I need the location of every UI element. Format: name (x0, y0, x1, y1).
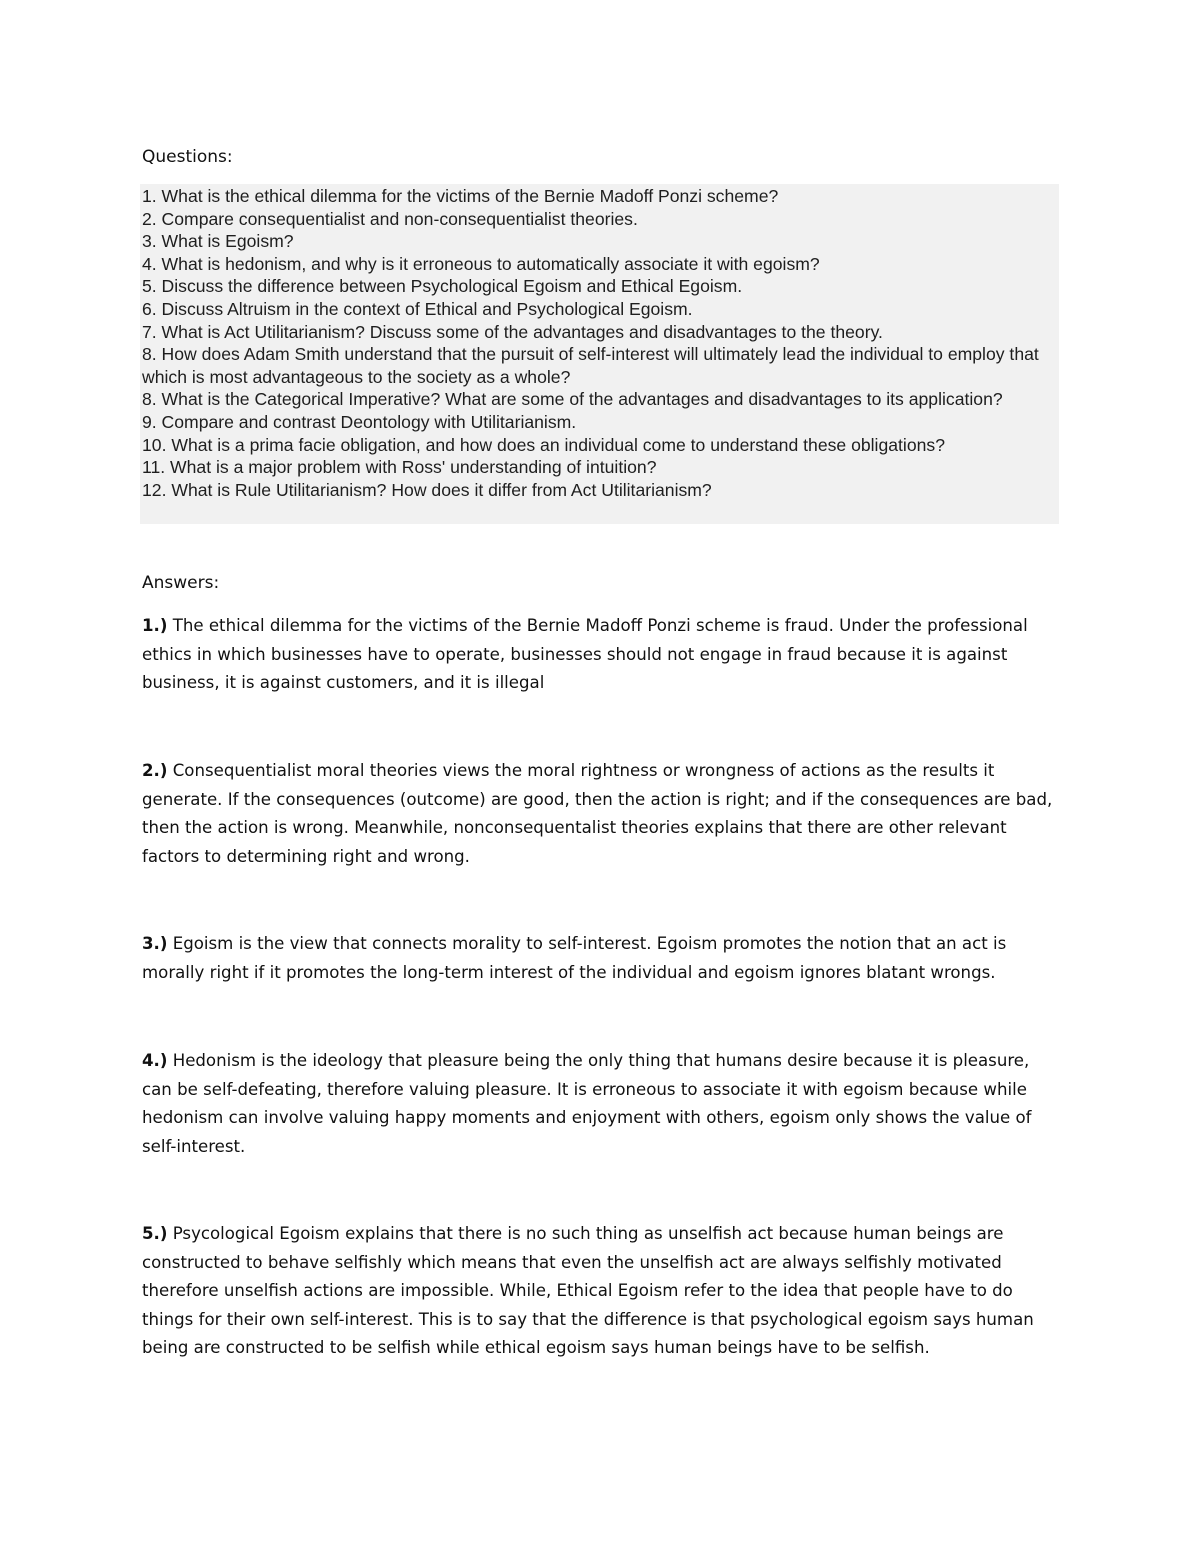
question-item: 9. Compare and contrast Deontology with Utilitarianism. (142, 411, 577, 432)
question-item: 8. What is the Categorical Imperative? What are some of the advantages and disadvantages to its application? (142, 389, 1003, 410)
question-item: 12. What is Rule Utilitarianism? How does it differ from Act Utilitarianism? (142, 479, 712, 500)
answer-text: The ethical dilemma for the victims of the Bernie Madoff Ponzi scheme is fraud. Under the professional ethics in which businesses have to operate, businesses should not engage in fraud because it is against business, it is against customers, and it is illegal (142, 616, 1028, 693)
answer-text: Hedonism is the ideology that pleasure being the only thing that humans desire because it is pleasure, can be self-defeating, therefore valuing pleasure. It is erroneous to associate it with egoism because while hedonism can involve valuing happy moments and enjoyment with others, egoism only shows the value of self-interest. (142, 1051, 1032, 1156)
question-item: 11. What is a major problem with Ross' understanding of intuition? (142, 457, 657, 478)
question-item: 8. How does Adam Smith understand that the pursuit of self-interest will ultimately lead the individual to employ that which is most advantageous to the society as a whole? (142, 344, 1039, 387)
answer-1 (142, 612, 1062, 698)
questions-heading: Questions: (142, 147, 233, 167)
answer-2 (142, 757, 1062, 871)
questions-list (140, 184, 1059, 524)
question-item: 3. What is Egoism? (142, 231, 294, 252)
answer-text: Psycological Egoism explains that there is no such thing as unselfish act because human beings are constructed to behave selfishly which means that even the unselfish act are always selfishly motivated therefore unselfish actions are impossible. While, Ethical Egoism refer to the idea that people have to do things for their own self-interest. This is to say that the difference is that psychological egoism says human being are constructed to be selfish while ethical egoism says human beings have to be selfish. (142, 1224, 1034, 1358)
answer-5 (142, 1220, 1062, 1363)
answer-text: Consequentialist moral theories views the moral rightness or wrongness of actions as the results it generate. If the consequences (outcome) are good, then the action is right; and if the consequences are bad, then the action is wrong. Meanwhile, nonconsequentalist theories explains that there are other relevant factors to determining right and wrong. (142, 761, 1053, 866)
answer-number: 3.) (142, 934, 168, 953)
question-item: 5. Discuss the difference between Psychological Egoism and Ethical Egoism. (142, 276, 743, 297)
answer-text: Egoism is the view that connects morality to self-interest. Egoism promotes the notion that an act is morally right if it promotes the long-term interest of the individual and egoism ignores blatant wrongs. (142, 934, 1007, 982)
question-item: 2. Compare consequentialist and non-consequentialist theories. (142, 208, 638, 229)
question-item: 7. What is Act Utilitarianism? Discuss some of the advantages and disadvantages to the theory. (142, 321, 883, 342)
answer-number: 5.) (142, 1224, 168, 1243)
question-item: 6. Discuss Altruism in the context of Ethical and Psychological Egoism. (142, 298, 693, 319)
answer-3 (142, 930, 1062, 987)
answer-number: 4.) (142, 1051, 168, 1070)
question-item: 10. What is a prima facie obligation, and how does an individual come to understand these obligations? (142, 434, 945, 455)
question-item: 1. What is the ethical dilemma for the victims of the Bernie Madoff Ponzi scheme? (142, 186, 779, 206)
question-item: 4. What is hedonism, and why is it erroneous to automatically associate it with egoism? (142, 253, 820, 274)
answer-number: 1.) (142, 616, 168, 635)
answer-number: 2.) (142, 761, 168, 780)
answer-4 (142, 1047, 1062, 1161)
answers-heading: Answers: (142, 573, 220, 593)
